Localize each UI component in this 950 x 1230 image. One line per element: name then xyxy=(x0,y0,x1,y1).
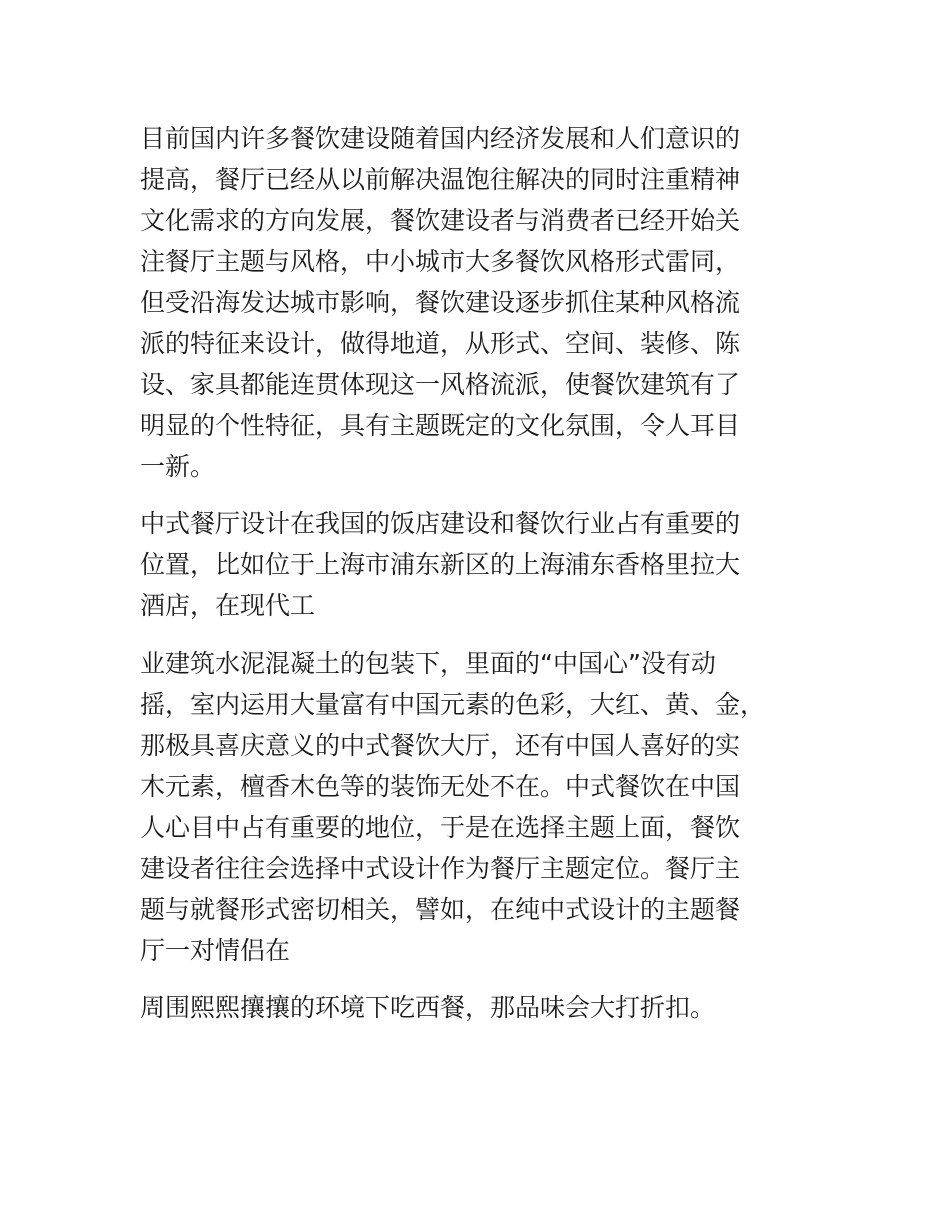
text-line: 但受沿海发达城市影响，餐饮建设逐步抓住某种风格流 xyxy=(140,288,741,317)
text-line: 题与就餐形式密切相关，譬如，在纯中式设计的主题餐 xyxy=(140,895,741,924)
text-line: 周围熙熙攘攘的环境下吃西餐，那品味会大打折扣。 xyxy=(140,993,716,1022)
text-line: 文化需求的方向发展，餐饮建设者与消费者已经开始关 xyxy=(140,206,741,235)
text-line: 摇，室内运用大量富有中国元素的色彩，大红、黄、金， xyxy=(140,690,766,719)
text-line: 厅一对情侣在 xyxy=(140,936,291,965)
text-line: 设、家具都能连贯体现这一风格流派，使餐饮建筑有了 xyxy=(140,370,741,399)
text-line: 派的特征来设计，做得地道，从形式、空间、装修、陈 xyxy=(140,329,741,358)
text-line: 目前国内许多餐饮建设随着国内经济发展和人们意识的 xyxy=(140,124,741,153)
paragraph-4 xyxy=(140,987,820,1028)
text-line: 人心目中占有重要的地位，于是在选择主题上面，餐饮 xyxy=(140,813,741,842)
text-line: 那极具喜庆意义的中式餐饮大厅，还有中国人喜好的实 xyxy=(140,731,741,760)
text-line: 位置，比如位于上海市浦东新区的上海浦东香格里拉大 xyxy=(140,550,741,579)
text-line: 提高，餐厅已经从以前解决温饱往解决的同时注重精神 xyxy=(140,165,741,194)
text-line: 一新。 xyxy=(140,452,216,481)
text-line: 木元素，檀香木色等的装饰无处不在。中式餐饮在中国 xyxy=(140,772,741,801)
text-line: 注餐厅主题与风格，中小城市大多餐饮风格形式雷同， xyxy=(140,247,741,276)
text-line: 中式餐厅设计在我国的饭店建设和餐饮行业占有重要的 xyxy=(140,509,741,538)
text-line: 酒店，在现代工 xyxy=(140,591,316,620)
paragraph-1 xyxy=(140,118,820,487)
text-line: 明显的个性特征，具有主题既定的文化氛围，令人耳目 xyxy=(140,411,741,440)
text-line: 业建筑水泥混凝土的包装下，里面的“中国心”没有动 xyxy=(140,649,716,678)
paragraph-2 xyxy=(140,503,820,626)
text-line: 建设者往往会选择中式设计作为餐厅主题定位。餐厅主 xyxy=(140,854,741,883)
paragraph-3 xyxy=(140,643,820,971)
